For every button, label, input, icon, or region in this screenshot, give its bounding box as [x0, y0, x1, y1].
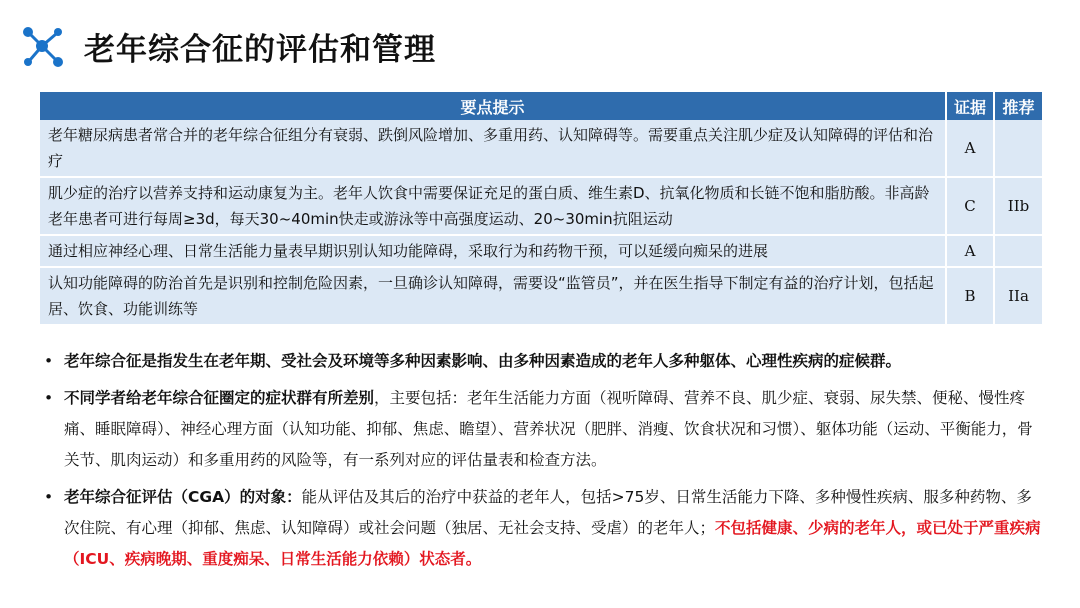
- bullet-bold-text: 不同学者给老年综合征圈定的症状群有所差别: [64, 389, 375, 407]
- header-evidence: 证据: [946, 92, 994, 120]
- row-text: 老年糖尿病患者常合并的老年综合征组分有衰弱、跌倒风险增加、多重用药、认知障碍等。需要重点关注肌少症及认知障碍的评估和治疗: [40, 120, 946, 177]
- header-key-points: 要点提示: [40, 92, 946, 120]
- bullet-body-text: 能从评估及其后的治疗中获益的老年人，包括>75岁、日常生活能力下降、多种慢性疾病、服多种药物、多次住院、有心理（抑郁、焦虑、认知障碍）或社会问题（独居、无社会支持、受虐）的老年人；: [64, 488, 1032, 537]
- row-evidence: B: [946, 267, 994, 325]
- bullet-cga-targets: [40, 482, 1045, 575]
- row-evidence: A: [946, 120, 994, 177]
- row-recommendation: IIb: [994, 177, 1042, 235]
- bullet-bold-text: 老年综合征评估（CGA）的对象：: [64, 488, 302, 506]
- row-recommendation: IIa: [994, 267, 1042, 325]
- bullet-list: [40, 346, 1045, 581]
- molecule-logo-icon: [18, 22, 66, 70]
- bullet-red-text: 不包括健康、少病的老年人，或已处于严重疾病（ICU、疾病晚期、重度痴呆、日常生活能力依赖）状态者。: [64, 519, 1041, 568]
- row-evidence: C: [946, 177, 994, 235]
- row-text: 通过相应神经心理、日常生活能力量表早期识别认知功能障碍，采取行为和药物干预，可以延缓向痴呆的进展: [40, 235, 946, 267]
- table-header-row: [40, 92, 1042, 120]
- bullet-definition: [40, 346, 1045, 377]
- table-row: [40, 120, 1042, 177]
- bullet-bold-text: 老年综合征是指发生在老年期、受社会及环境等多种因素影响、由多种因素造成的老年人多种躯体、心理性疾病的症候群。: [64, 352, 902, 370]
- table-row: [40, 235, 1042, 267]
- table-row: [40, 267, 1042, 325]
- row-text: 认知功能障碍的防治首先是识别和控制危险因素，一旦确诊认知障碍，需要设“监管员”，并在医生指导下制定有益的治疗计划，包括起居、饮食、功能训练等: [40, 267, 946, 325]
- header-recommendation: 推荐: [994, 92, 1042, 120]
- bullet-symptom-groups: [40, 383, 1045, 476]
- bullet-body-text: ，主要包括：老年生活能力方面（视听障碍、营养不良、肌少症、衰弱、尿失禁、便秘、慢性疼痛、睡眠障碍）、神经心理方面（认知功能、抑郁、焦虑、瞻望）、营养状况（肥胖、消瘦、饮食状况和习惯）、躯体功能（运动、平衡能力，骨关节、肌肉运动）和多重用药的风险等，有一系列对应的评估量表和检查方法。: [64, 389, 1033, 469]
- key-points-table: [40, 92, 1042, 326]
- row-text: 肌少症的治疗以营养支持和运动康复为主。老年人饮食中需要保证充足的蛋白质、维生素D、抗氧化物质和长链不饱和脂肪酸。非高龄老年患者可进行每周≥3d，每天30~40min快走或游泳等中高强度运动、20~30min抗阻运动: [40, 177, 946, 235]
- table-row: [40, 177, 1042, 235]
- row-recommendation: [994, 120, 1042, 177]
- page-title: 老年综合征的评估和管理: [84, 32, 436, 68]
- row-recommendation: [994, 235, 1042, 267]
- row-evidence: A: [946, 235, 994, 267]
